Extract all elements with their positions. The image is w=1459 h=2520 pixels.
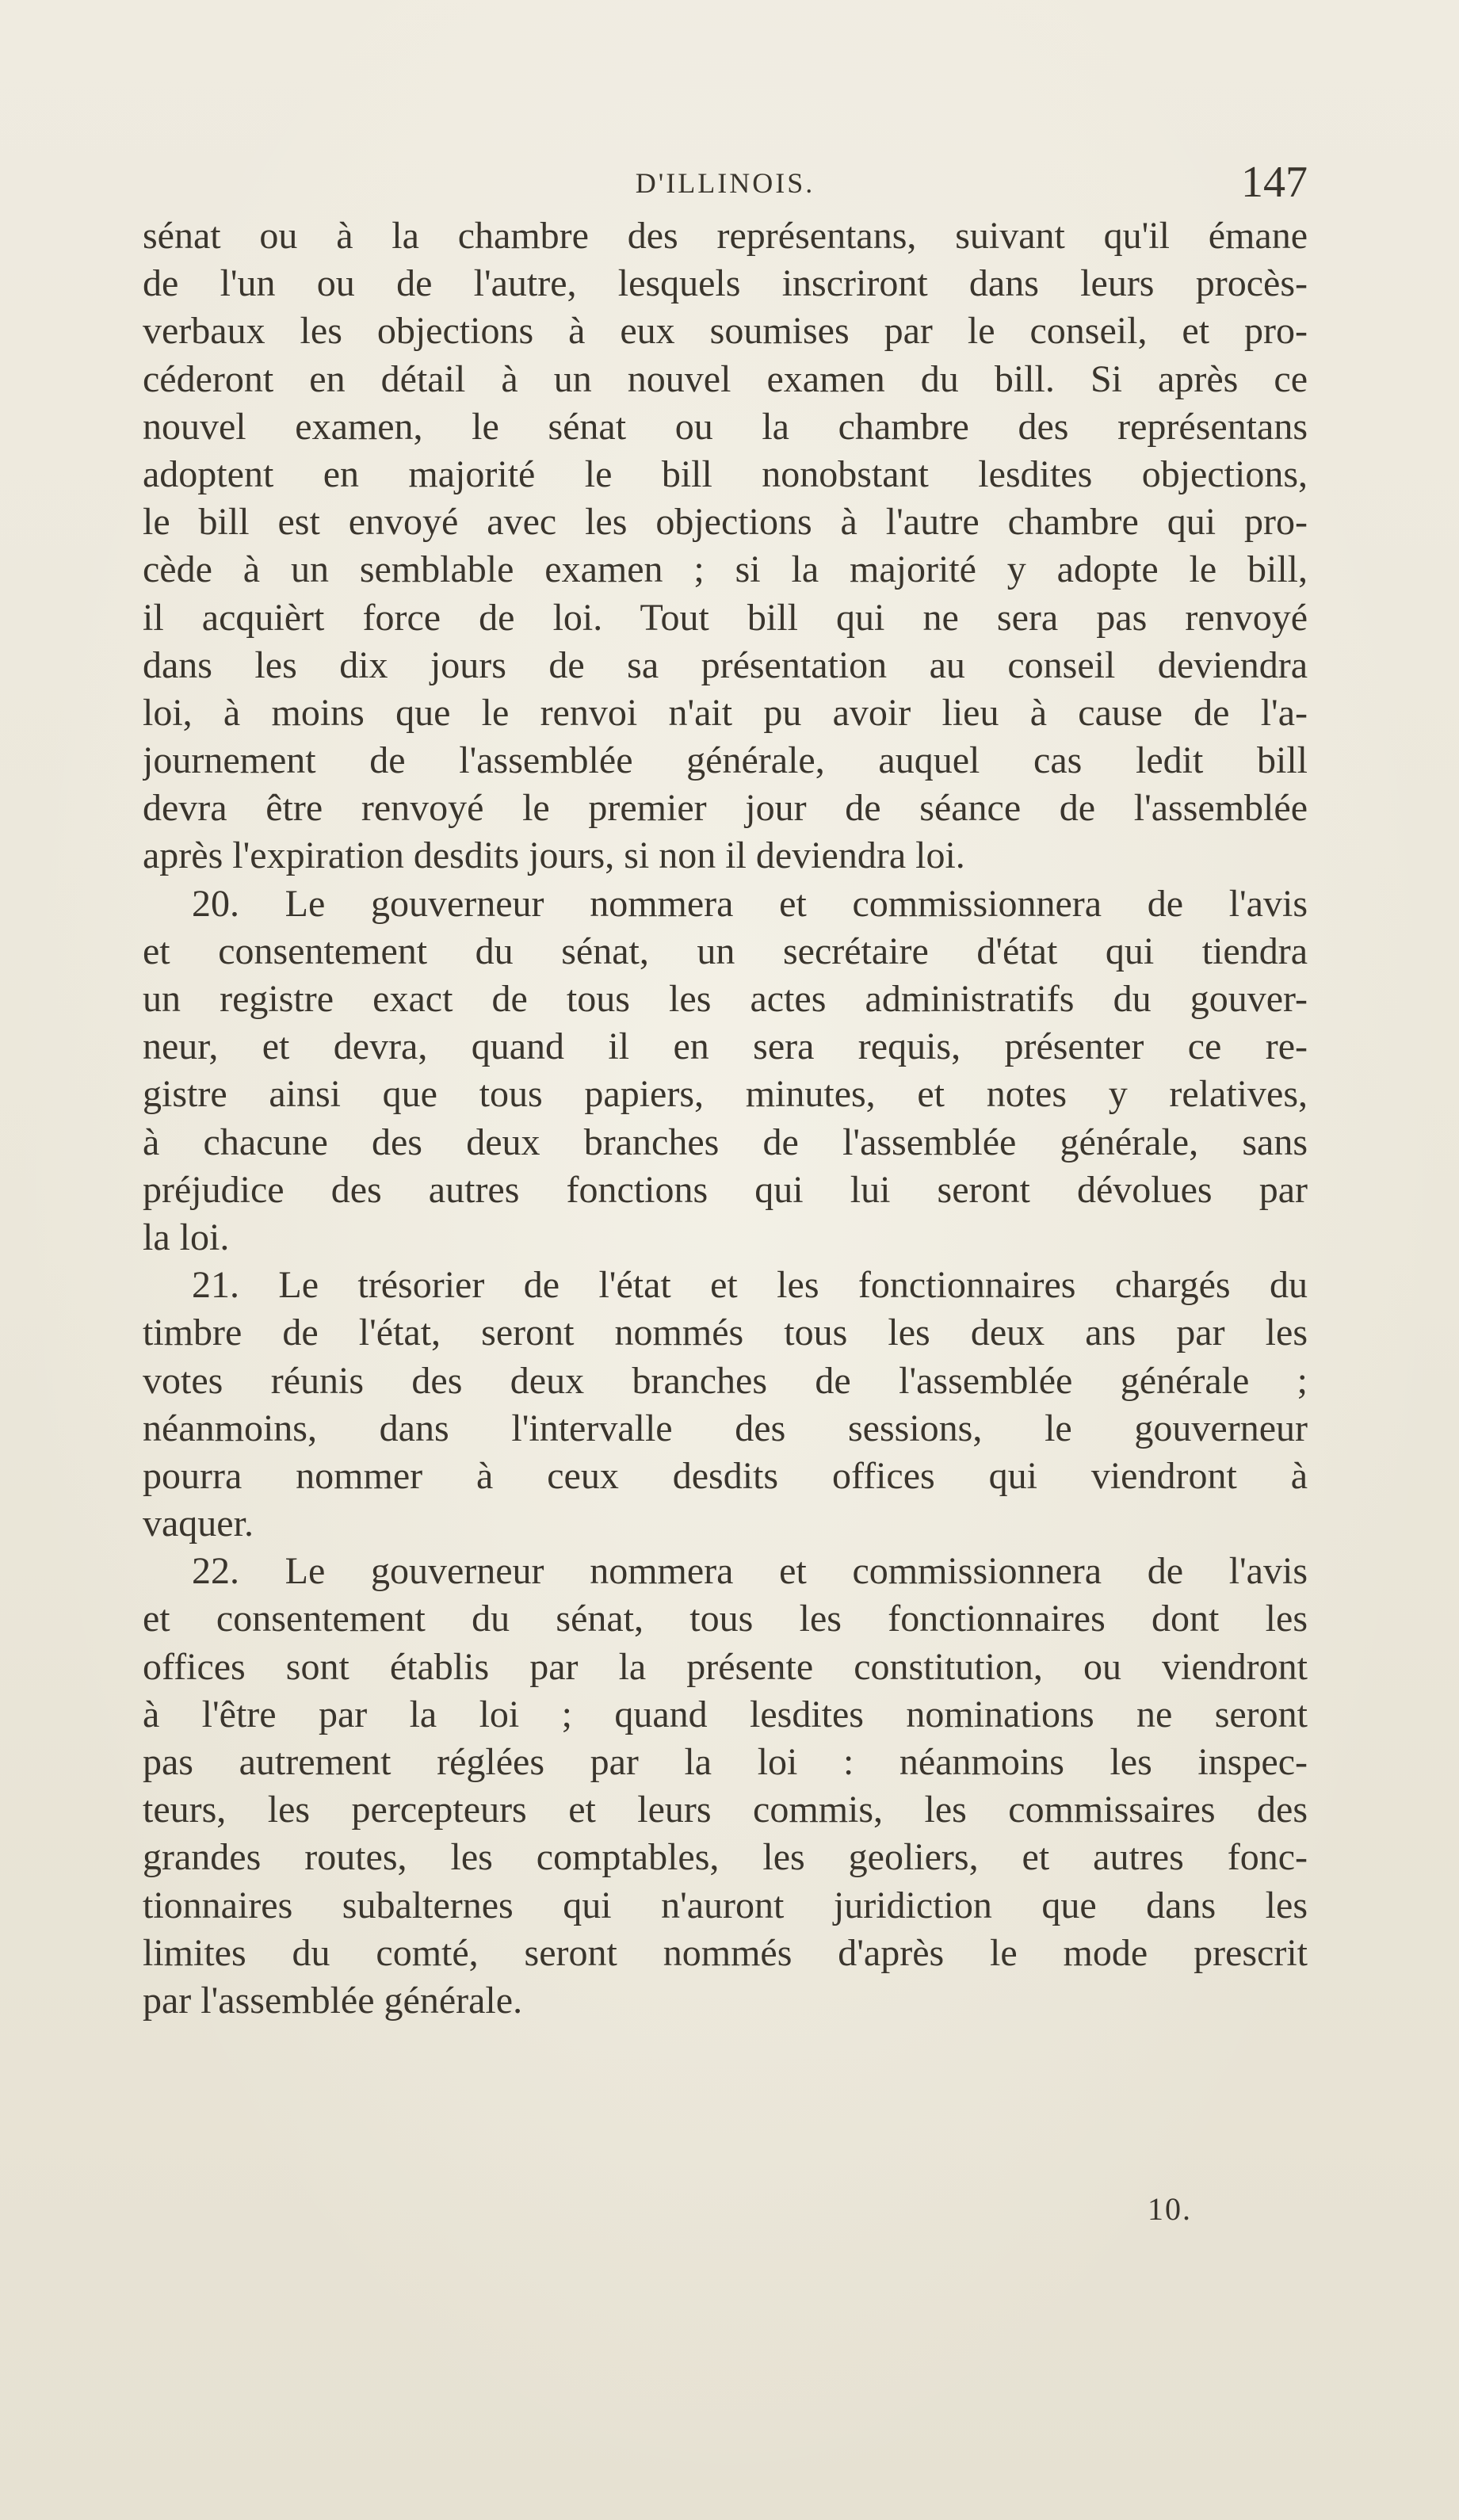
- text-line: préjudice des autres fonctions qui lui seront dévolues par: [143, 1168, 1308, 1211]
- text-line: et consentement du sénat, un secrétaire d'état qui tiendra: [143, 930, 1308, 972]
- text-line: verbaux les objections à eux soumises par le conseil, et pro-: [143, 310, 1308, 353]
- text-line: gistre ainsi que tous papiers, minutes, et notes y relatives,: [143, 1073, 1308, 1116]
- text-line: nouvel examen, le sénat ou la chambre des représentans: [143, 405, 1308, 448]
- article-20-start: 20. Le gouverneur nommera et commissionnera de l'avis: [192, 882, 1308, 925]
- page-number: 147: [1241, 158, 1308, 207]
- text-line: à l'être par la loi ; quand lesdites nominations ne seront: [143, 1693, 1308, 1735]
- text-line: adoptent en majorité le bill nonobstant lesdites objections,: [143, 452, 1308, 495]
- text-line: tionnaires subalternes qui n'auront juridiction que dans les: [143, 1884, 1308, 1926]
- text-line: après l'expiration desdits jours, si non il deviendra loi.: [143, 834, 965, 877]
- text-line: neur, et devra, quand il en sera requis, présenter ce re-: [143, 1025, 1308, 1068]
- text-line: à chacune des deux branches de l'assemblée générale, sans: [143, 1121, 1308, 1163]
- body-text: [143, 212, 1308, 2025]
- text-line: dans les dix jours de sa présentation au conseil deviendra: [143, 643, 1308, 686]
- text-line: votes réunis des deux branches de l'assemblée générale ;: [143, 1359, 1308, 1402]
- text-line: journement de l'assemblée générale, auquel cas ledit bill: [143, 739, 1308, 782]
- text-line: devra être renvoyé le premier jour de séance de l'assemblée: [143, 787, 1308, 830]
- text-line: offices sont établis par la présente constitution, ou viendront: [143, 1645, 1308, 1688]
- text-line: céderont en détail à un nouvel examen du bill. Si après ce: [143, 357, 1308, 400]
- text-line: limites du comté, seront nommés d'après le mode prescrit: [143, 1931, 1308, 1974]
- article-22-start: 22. Le gouverneur nommera et commissionnera de l'avis: [192, 1550, 1308, 1593]
- text-line: de l'un ou de l'autre, lesquels inscriront dans leurs procès-: [143, 262, 1308, 305]
- running-head: [143, 155, 1308, 219]
- text-line: cède à un semblable examen ; si la majorité y adopte le bill,: [143, 548, 1308, 591]
- text-line: teurs, les percepteurs et leurs commis, les commissaires des: [143, 1789, 1308, 1831]
- article-21-start: 21. Le trésorier de l'état et les fonctionnaires chargés du: [192, 1264, 1308, 1307]
- text-line: il acquièrt force de loi. Tout bill qui ne sera pas renvoyé: [143, 596, 1308, 639]
- text-line: pourra nommer à ceux desdits offices qui viendront à: [143, 1454, 1308, 1497]
- text-line: néanmoins, dans l'intervalle des sessions, le gouverneur: [143, 1407, 1308, 1449]
- text-line: loi, à moins que le renvoi n'ait pu avoir lieu à cause de l'a-: [143, 691, 1308, 734]
- text-line: pas autrement réglées par la loi : néanmoins les inspec-: [143, 1741, 1308, 1783]
- running-title: D'ILLINOIS.: [635, 167, 815, 199]
- text-line: le bill est envoyé avec les objections à l'autre chambre qui pro-: [143, 501, 1308, 544]
- text-line: grandes routes, les comptables, les geoliers, et autres fonc-: [143, 1836, 1308, 1879]
- text-line: par l'assemblée générale.: [143, 1979, 523, 2022]
- text-line: un registre exact de tous les actes administratifs du gouver-: [143, 978, 1308, 1020]
- text-line: sénat ou à la chambre des représentans, suivant qu'il émane: [143, 215, 1308, 257]
- text-line: vaquer.: [143, 1502, 254, 1545]
- text-line: timbre de l'état, seront nommés tous les deux ans par les: [143, 1312, 1308, 1354]
- text-line: la loi.: [143, 1216, 230, 1258]
- text-line: et consentement du sénat, tous les fonctionnaires dont les: [143, 1598, 1308, 1640]
- signature-mark: 10.: [1148, 2191, 1192, 2227]
